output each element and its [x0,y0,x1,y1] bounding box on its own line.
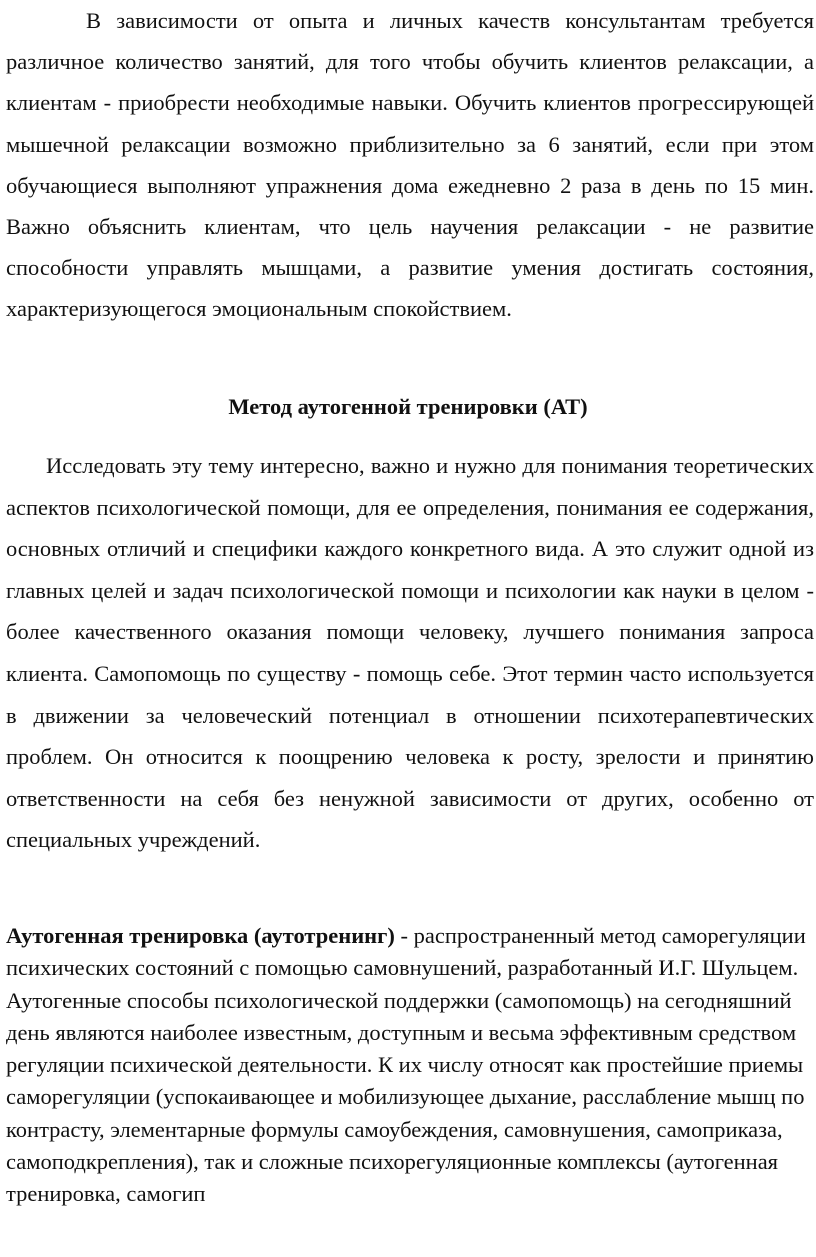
paragraph-autogenic-definition [6,920,806,1211]
paragraph-psychological-help: Исследовать эту тему интересно, важно и нужно для понимания теоретических аспектов психологической помощи, для ее определения, понимания ее содержания, основных отличий и специфики каждого конкретного вида. А это служит одной из главных целей и задач психологической помощи и психологии как науки в целом - более качественного оказания помощи человеку, лучшего понимания запроса клиента. Самопомощь по существу - помощь себе. Этот термин часто используется в движении за человеческий потенциал в отношении психотерапевтических проблем. Он относится к поощрению человека к росту, зрелости и принятию ответственности на себя без ненужной зависимости от других, особенно от специальных учреждений. [6,453,814,853]
paragraph-relaxation-training: В зависимости от опыта и личных качеств консультантам требуется различное количество занятий, для того чтобы обучить клиентов релаксации, а клиентам - приобрести необходимые навыки. Обучить клиентов прогрессирующей мышечной релаксации возможно приблизительно за 6 занятий, если при этом обучающиеся выполняют упражнения дома ежедневно 2 раза в день по 15 мин. Важно объяснить клиентам, что цель научения релаксации - не развитие способности управлять мышцами, а развитие умения достигать состояния, характеризующегося эмоциональным спокойствием. [6,8,814,322]
section-heading-autogenic-training: Метод аутогенной тренировки (АТ) [228,394,588,419]
paragraph-autogenic-definition-text: - распространенный метод саморегуляции психических состояний с помощью самовнушений, разработанный И.Г. Шульцем. Аутогенные способы психологической поддержки (самопомощь) на сегодняшний день являются наиболее известным, доступным и весьма эффективным средством регуляции психической деятельности. К их числу относят как простейшие приемы саморегуляции (успокаивающее и мобилизующее дыхание, расслабление мышц по контрасту, элементарные формулы самоубеждения, самовнушения, самоприказа, самоподкрепления), так и сложные психорегуляционные комплексы (аутогенная тренировка, самогип [6,923,806,1207]
term-autogenic-training: Аутогенная тренировка (аутотренинг) [6,923,395,948]
